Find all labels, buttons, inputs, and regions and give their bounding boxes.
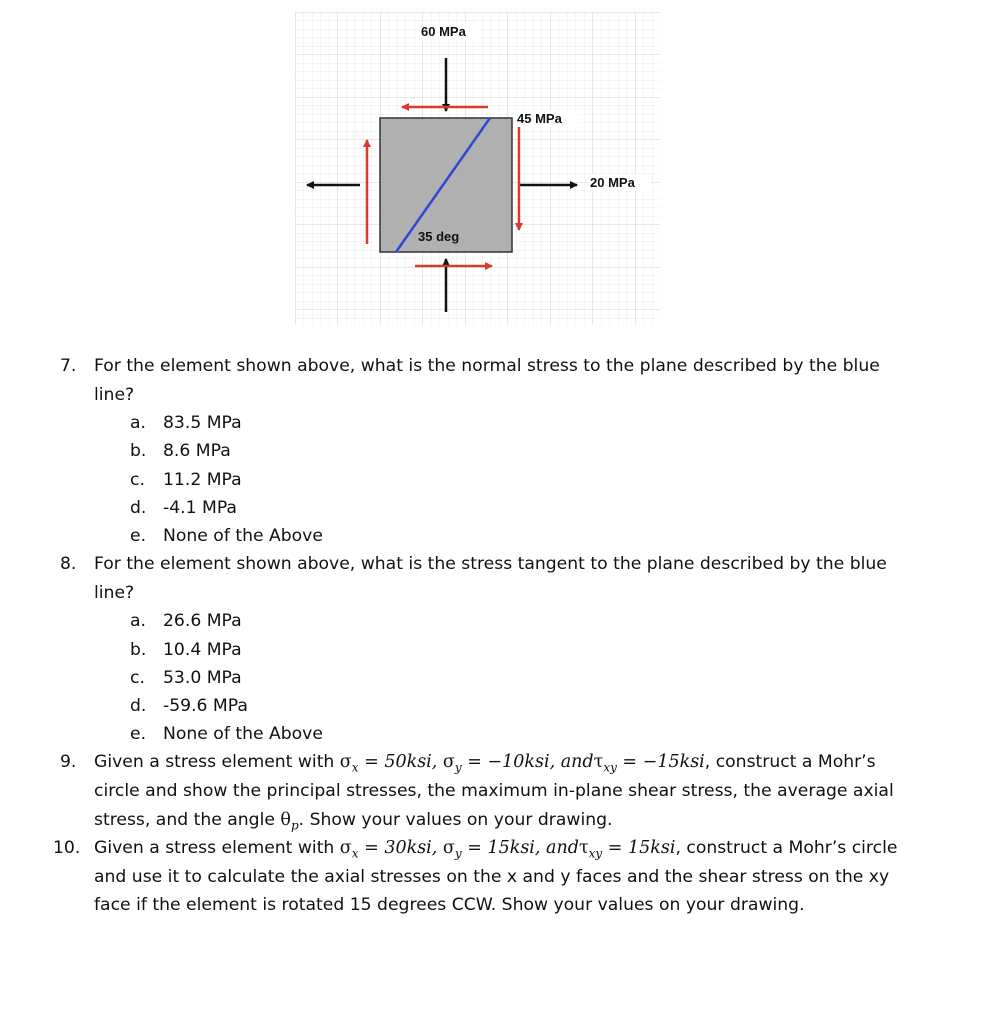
question-text: For the element shown above, what is the normal stress to the plane described by the blue line? [94, 356, 880, 405]
option-8c: c. 53.0 MPa [130, 667, 242, 688]
theta-p-symbol: $\theta_p$ [280, 809, 299, 833]
question-number: 8. [60, 554, 77, 575]
question-text-tail: . Show your values on your drawing. [298, 809, 613, 830]
option-7c: c. 11.2 MPa [130, 469, 242, 490]
question-7 [0, 352, 983, 409]
option-7a: a. 83.5 MPa [130, 413, 242, 434]
shear-stress-label: 45 MPa [517, 111, 562, 126]
question-number: 9. [60, 752, 77, 773]
question-10 [0, 834, 983, 920]
question-text-suffix: , construct a Mohr’s circle and show the principal stresses, the maximum in-plane shear stress, the average axial stress, and the angle [94, 752, 894, 830]
question-8 [0, 550, 983, 607]
angle-label: 35 deg [418, 229, 460, 244]
option-7b: b. 8.6 MPa [130, 441, 231, 462]
sigma-x-expression: $\sigma_x = 50ksi$, $\sigma_y = -10ksi$, andτ$_{xy}$ = −15ksi [339, 752, 705, 775]
option-8e: e. None of the Above [130, 724, 323, 745]
stress-element-diagram [0, 0, 983, 340]
question-text-suffix: , construct a Mohr’s circle and use it to calculate the axial stresses on the x and y faces and the shear stress on the xy face if the element is rotated 15 degrees CCW. Show your values on your drawing. [94, 838, 898, 916]
question-text-prefix: Given a stress element with [94, 752, 340, 773]
option-7d: d. -4.1 MPa [130, 497, 237, 518]
right-stress-label: 20 MPa [590, 175, 635, 190]
option-7e: e. None of the Above [130, 526, 323, 546]
stress-element-figure [0, 0, 983, 340]
sigma-x-expression: $\sigma_x = 30ksi$, $\sigma_y = 15ksi$, andτ$_{xy}$ = 15ksi [339, 838, 676, 861]
question-number: 10. [53, 838, 81, 859]
option-8a: a. 26.6 MPa [130, 611, 242, 632]
question-text: For the element shown above, what is the stress tangent to the plane described by the blue line? [94, 554, 887, 603]
top-stress-label: 60 MPa [421, 24, 466, 39]
question-number: 7. [60, 356, 77, 376]
question-9 [0, 748, 983, 834]
question-text-prefix: Given a stress element with [94, 838, 340, 859]
option-8d: d. -59.6 MPa [130, 696, 248, 716]
questions-list [0, 352, 983, 920]
option-8b: b. 10.4 MPa [130, 639, 242, 660]
